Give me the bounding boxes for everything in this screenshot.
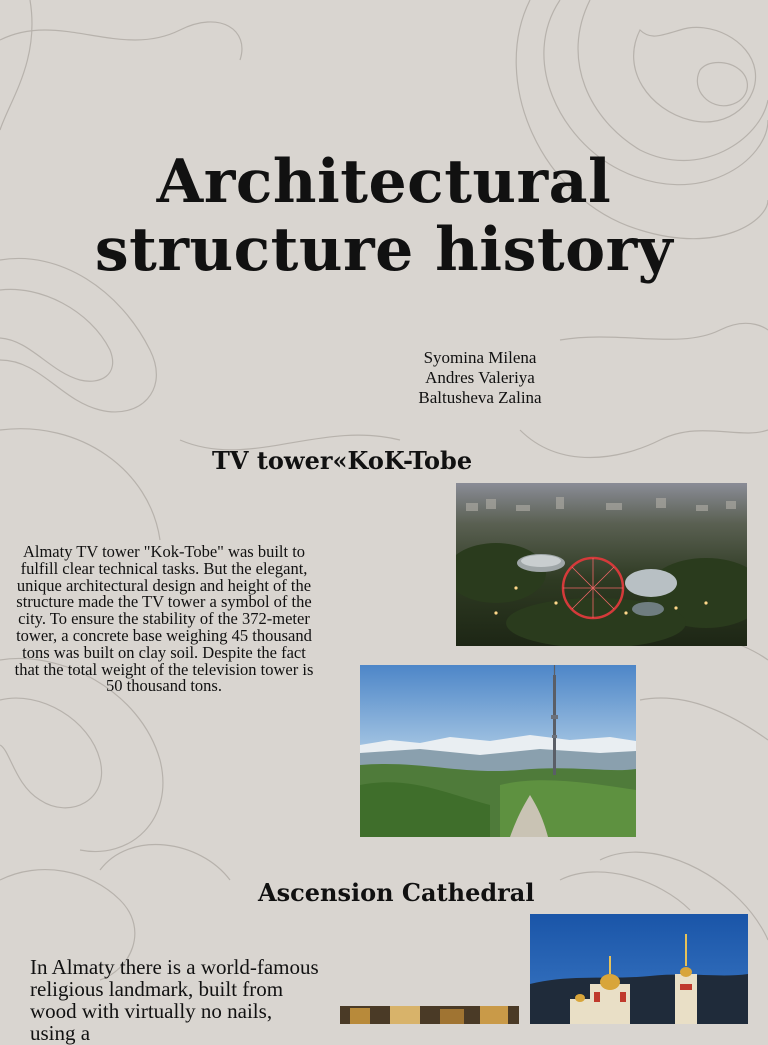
kok-tobe-night-aerial-photo (456, 483, 747, 646)
cathedral-interior-photo (340, 1006, 519, 1024)
author-name: Baltusheva Zalina (418, 388, 542, 407)
page-title (0, 148, 768, 284)
author-name: Andres Valeriya (425, 368, 535, 387)
tv-tower-heading: TV tower«KoK-Tobe (212, 446, 473, 475)
author-list (370, 348, 590, 408)
title-line-1: Architectural (156, 147, 612, 217)
ascension-cathedral-photo (530, 914, 748, 1024)
kok-tobe-tv-tower-photo (360, 665, 636, 837)
cathedral-description: In Almaty there is a world-famous religious landmark, built from wood with virtually no nails, using a (30, 955, 319, 1045)
title-line-2: structure history (94, 215, 674, 285)
cathedral-heading: Ascension Cathedral (258, 878, 535, 907)
author-name: Syomina Milena (423, 348, 537, 367)
tv-tower-description: Almaty TV tower "Kok-Tobe" was built to fulfill clear technical tasks. But the elegant, unique architectural design and height of the structure made the TV tower a symbol of the city. To ensure the stability of the 372-meter tower, a concrete base weighing 45 thousand tons was built on clay soil. Despite the fact that the total weight of the television tower is 50 thousand tons. (14, 542, 314, 696)
